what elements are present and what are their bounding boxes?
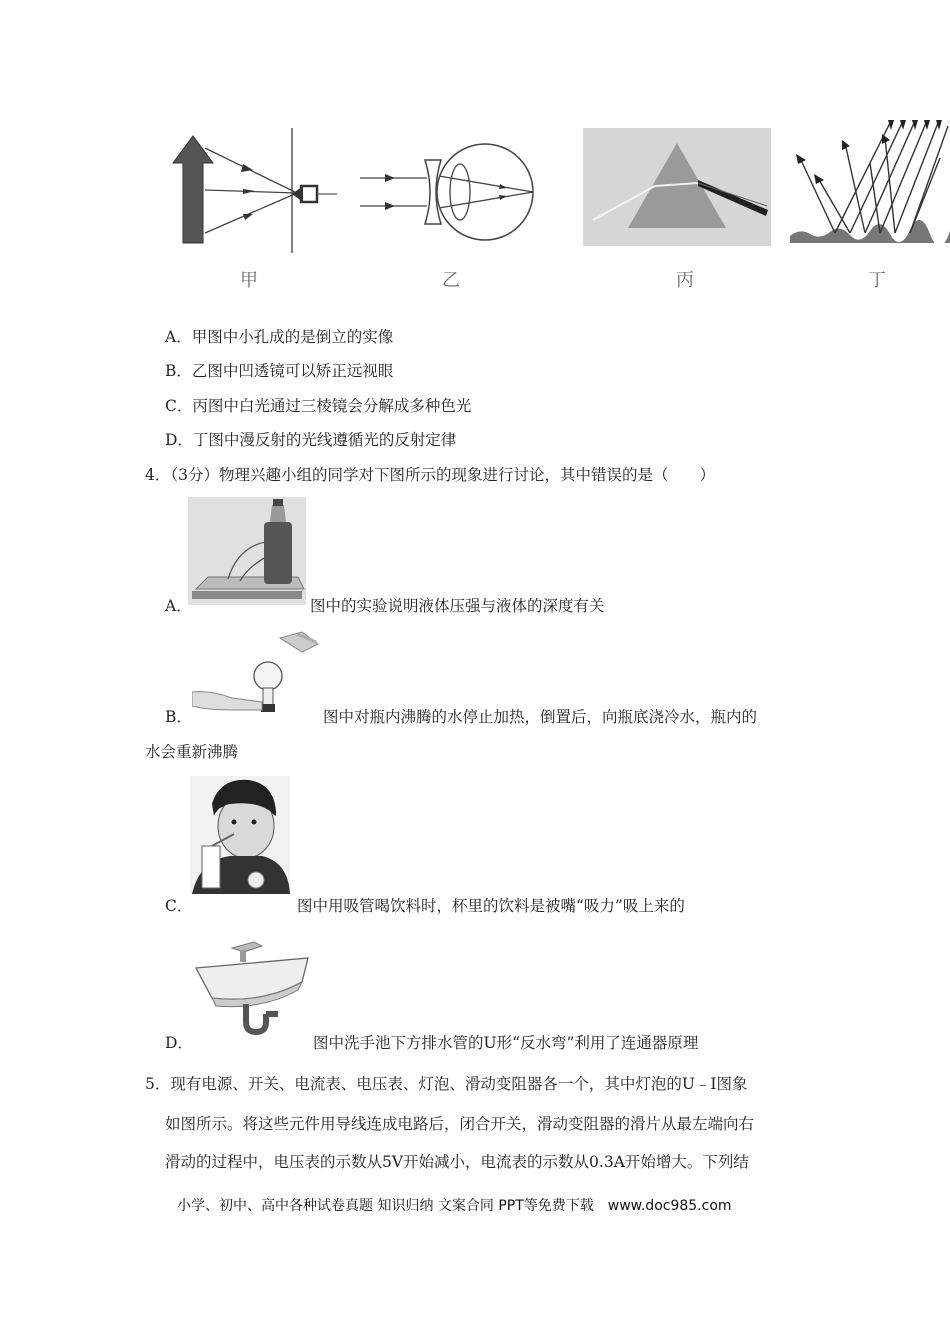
q4-option-a-letter: A． [165, 597, 192, 615]
q3-option-c: C．丙图中白光通过三棱镜会分解成多种色光 [165, 397, 472, 415]
q4-stem: 4．（3分）物理兴趣小组的同学对下图所示的现象进行讨论，其中错误的是（ ） [145, 466, 715, 484]
q5-line-2: 如图所示。将这些元件用导线连成电路后，闭合开关，滑动变阻器的滑片从最左端向右 [165, 1115, 755, 1133]
q3-option-d: D．丁图中漫反射的光线遵循光的反射定律 [165, 431, 457, 449]
figure-eye-lens [355, 138, 540, 246]
figure-pinhole [165, 128, 340, 253]
q4-option-c-letter: C． [165, 897, 193, 915]
q4-image-b-flask [192, 630, 320, 720]
q4-option-d-text: 图中洗手池下方排水管的U形“反水弯”利用了连通器原理 [313, 1034, 699, 1052]
figure-label-jia: 甲 [240, 270, 258, 291]
figure-label-ding: 丁 [868, 270, 886, 291]
q4-option-c-text: 图中用吸管喝饮料时，杯里的饮料是被嘴“吸力”吸上来的 [297, 897, 685, 915]
q3-option-b: B．乙图中凹透镜可以矫正远视眼 [165, 362, 394, 380]
page-footer: 小学、初中、高中各种试卷真题 知识归纳 文案合同 PPT等免费下载 www.doc985.com [177, 1198, 732, 1214]
figure-label-yi: 乙 [442, 270, 460, 291]
q4-image-d-sink [192, 938, 312, 1038]
q5-line-3: 滑动的过程中，电压表的示数从5V开始减小，电流表的示数从0.3A开始增大。下列结 [165, 1153, 749, 1171]
q4-option-a-text: 图中的实验说明液体压强与液体的深度有关 [310, 597, 605, 615]
q4-image-a-bottle [188, 497, 306, 605]
q4-image-c-boy [190, 776, 290, 894]
figure-label-bing: 丙 [676, 270, 694, 291]
q4-option-b-text: 图中对瓶内沸腾的水停止加热，倒置后，向瓶底浇冷水，瓶内的 [323, 708, 758, 726]
q4-option-d-letter: D． [165, 1034, 193, 1052]
q4-option-b-continuation: 水会重新沸腾 [145, 743, 239, 761]
figure-prism [583, 128, 771, 246]
q5-line-1: 5．现有电源、开关、电流表、电压表、灯泡、滑动变阻器各一个，其中灯泡的U﹣I图象 [145, 1075, 748, 1093]
figure-diffuse-reflection [790, 118, 950, 243]
q4-option-b-letter: B． [165, 708, 192, 726]
q3-option-a: A．甲图中小孔成的是倒立的实像 [165, 328, 394, 346]
